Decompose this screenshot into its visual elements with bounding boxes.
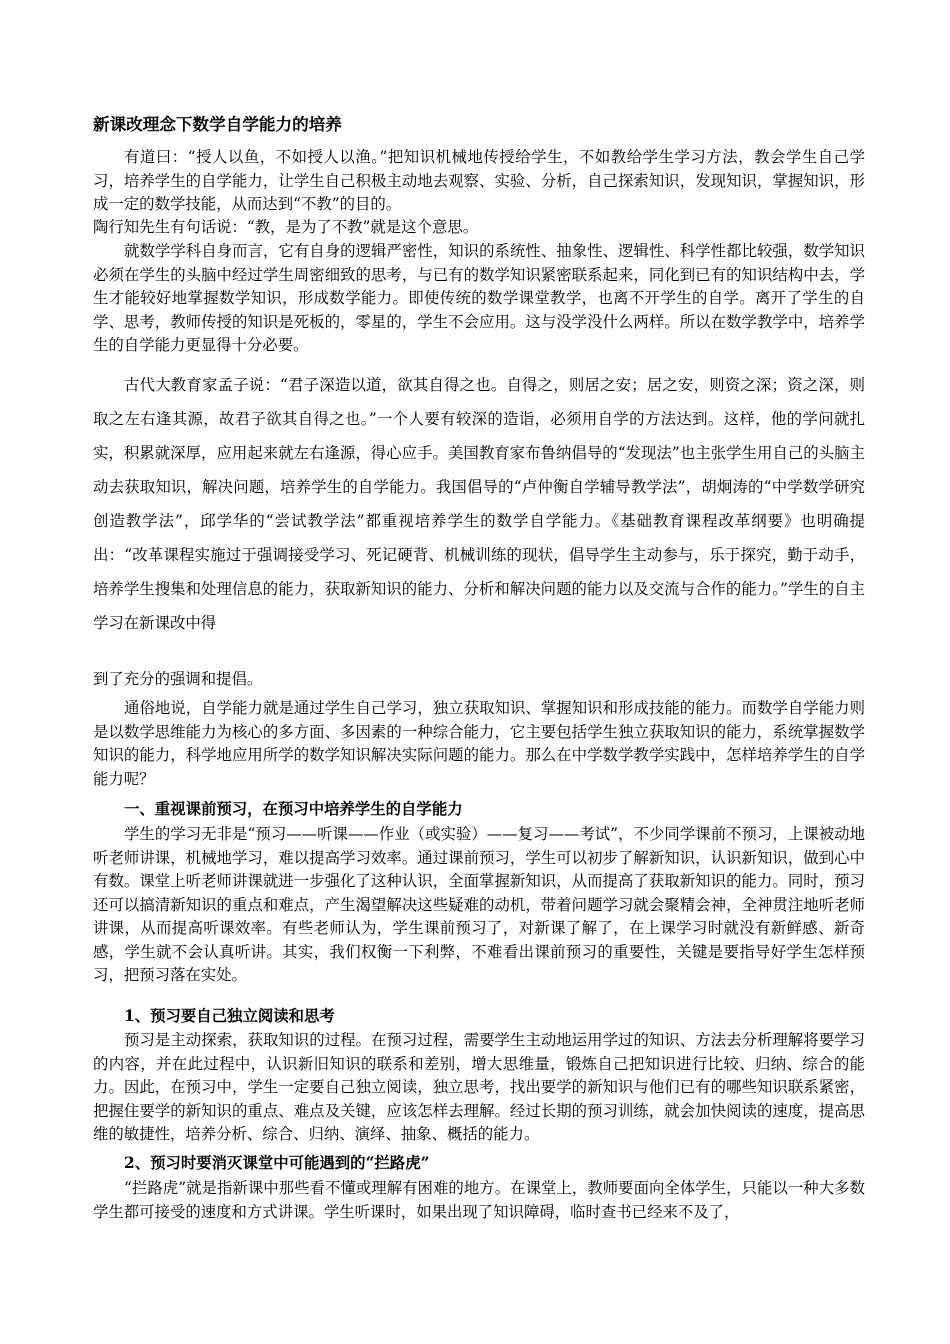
subsection-heading-2: 2、预习时要消灭课堂中可能遇到的“拦路虎”: [124, 1154, 430, 1172]
paragraph-definition: 通俗地说，自学能力就是通过学生自己学习，独立获取知识、掌握知识和形成技能的能力。而数学自学能力则是以数学思维能力为核心的多方面、多因素的一种综合能力，它主要包括学生独立获取知识的能力，系统掌握数学知识的能力，科学地应用所学的数学知识解决实际问题的能力。那么在中学数学教学实践中，怎样培养学生的自学能力呢？: [93, 699, 865, 788]
paragraph-mencius: 古代大教育家孟子说：“君子深造以道，欲其自得之也。自得之，则居之安；居之安，则资之深；资之深，则取之左右逢其源，故君子欲其自得之也。”一个人要有较深的造诣，必须用自学的方法达到。这样，他的学问就扎实，积累就深厚，应用起来就左右逢源，得心应手。美国教育家布鲁纳倡导的“发现法”也主张学生用自己的头脑主动去获取知识，解决问题，培养学生的自学能力。我国倡导的“卢仲衡自学辅导教学法”，胡炯涛的“中学数学研究创造教学法”，邱学华的“尝试教学法”都重视培养学生的数学自学能力。《基础教育课程改革纲要》也明确提出：“改革课程实施过于强调接受学习、死记硬背、机械训练的现状，倡导学生主动参与，乐于探究，勤于动手，培养学生搜集和处理信息的能力，获取新知识的能力、分析和解决问题的能力以及交流与合作的能力。”学生的自主学习在新课改中得: [93, 376, 865, 632]
paragraph-obstacles: “拦路虎”就是指新课中那些看不懂或理解有困难的地方。在课堂上，教师要面向全体学生，只能以一种大多数学生都可接受的速度和方式讲课。学生听课时，如果出现了知识障碍，临时查书已经来不及了，: [93, 1179, 865, 1221]
section-heading-1: 一、重视课前预习，在预习中培养学生的自学能力: [124, 800, 463, 818]
paragraph-preview: 学生的学习无非是“预习——听课——作业（或实验）——复习——考试”，不少同学课前不预习，上课被动地听老师讲课，机械地学习，难以提高学习效率。通过课前预习，学生可以初步了解新知识，认识新知识，做到心中有数。课堂上听老师讲课就进一步强化了这种认识，全面掌握新知识，从而提高了获取新知识的能力。同时，预习还可以搞清新知识的重点和难点，产生渴望解决这些疑难的动机，带着问题学习就会聚精会神，全神贯注地听老师讲课，从而提高听课效率。有些老师认为，学生课前预习了，对新课了解了，在上课学习时就没有新鲜感、新奇感，学生就不会认真听讲。其实，我们权衡一下利弊，不难看出课前预习的重要性，关键是要指导好学生怎样预习，把预习落在实处。: [93, 825, 865, 984]
paragraph-intro: 有道曰：“授人以鱼，不如授人以渔。”把知识机械地传授给学生，不如教给学生学习方法，教会学生自己学习，培养学生的自学能力，让学生自己积极主动地去观察、实验、分析，自己探索知识，发现知识，掌握知识，形成一定的数学技能，从而达到“不教”的目的。: [93, 148, 865, 213]
paragraph-independent-reading: 预习是主动探索，获取知识的过程。在预习过程，需要学生主动地运用学过的知识、方法去分析理解将要学习的内容，并在此过程中，认识新旧知识的联系和差别，增大思维量，锻炼自己把知识进行比较、归纳、综合的能力。因此，在预习中，学生一定要自己独立阅读，独立思考，找出要学的新知识与他们已有的哪些知识联系紧密，把握住要学的新知识的重点、难点及关键，应该怎样去理解。经过长期的预习训练，就会加快阅读的速度，提高思维的敏捷性，培养分析、综合、归纳、演绎、抽象、概括的能力。: [93, 1031, 865, 1143]
paragraph-tao-quote: 陶行知先生有句话说：“教，是为了不教”就是这个意思。: [93, 218, 479, 236]
paragraph-continuation: 到了充分的强调和提倡。: [93, 670, 263, 688]
paragraph-math-discipline: 就数学学科自身而言，它有自身的逻辑严密性，知识的系统性、抽象性、逻辑性、科学性都比较强，数学知识必须在学生的头脑中经过学生周密细致的思考，与已有的数学知识紧密联系起来，同化到已有的知识结构中去，学生才能较好地掌握数学知识，形成数学能力。即使传统的数学课堂教学，也离不开学生的自学。离开了学生的自学、思考，教师传授的知识是死板的，零星的，学生不会应用。这与没学没什么两样。所以在数学教学中，培养学生的自学能力更显得十分必要。: [93, 242, 865, 354]
subsection-heading-1: 1、预习要自己独立阅读和思考: [124, 1007, 335, 1025]
document-title: 新课改理念下数学自学能力的培养: [93, 114, 342, 134]
